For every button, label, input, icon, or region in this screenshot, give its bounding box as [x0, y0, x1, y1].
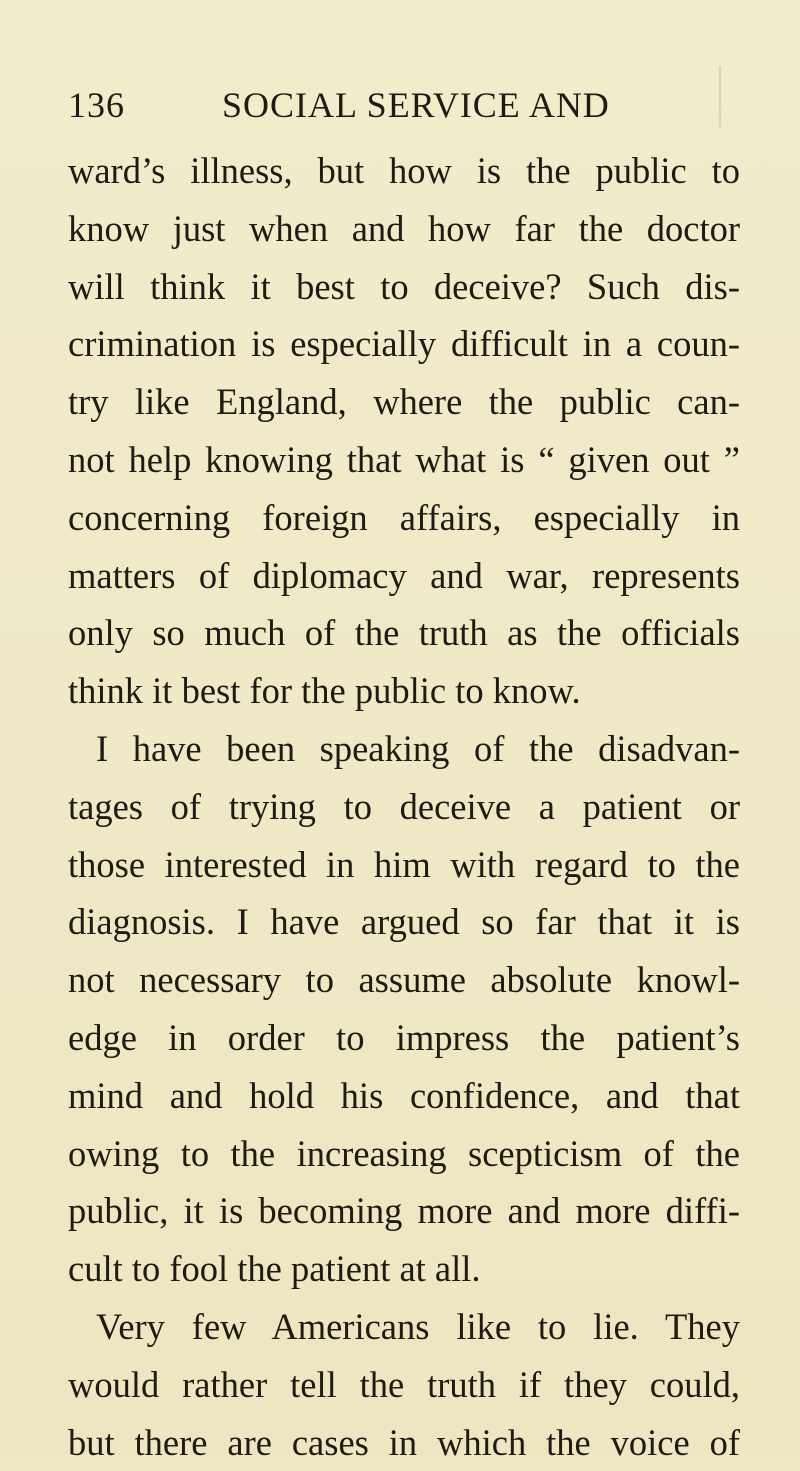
text-line: but there are cases in which the voice of — [68, 1421, 740, 1463]
text-line: think it best for the public to know. — [68, 670, 581, 712]
text-line: I have been speaking of the disadvan- — [96, 727, 740, 769]
text-line: not help knowing that what is “ given out ” — [68, 438, 740, 480]
text-line: tages of trying to deceive a patient or — [68, 785, 740, 827]
text-line: Very few Americans like to lie. They — [96, 1305, 740, 1347]
text-line: mind and hold his confidence, and that — [68, 1074, 740, 1116]
text-line: public, it is becoming more and more diffi- — [68, 1190, 740, 1232]
text-line: would rather tell the truth if they could, — [68, 1363, 740, 1405]
text-line: cult to fool the patient at all. — [68, 1248, 481, 1290]
text-line: know just when and how far the doctor — [68, 207, 740, 249]
text-line: try like England, where the public can- — [68, 381, 740, 423]
page-header — [68, 84, 738, 132]
text-line: edge in order to impress the patient’s — [68, 1016, 740, 1058]
text-line: diagnosis. I have argued so far that it is — [68, 901, 740, 943]
text-line: those interested in him with regard to the — [68, 843, 740, 885]
text-line: not necessary to assume absolute knowl- — [68, 959, 740, 1001]
text-line: owing to the increasing scepticism of the — [68, 1132, 740, 1174]
text-line: only so much of the truth as the officials — [68, 612, 740, 654]
text-line: matters of diplomacy and war, represents — [68, 554, 740, 596]
text-line: concerning foreign affairs, especially in — [68, 496, 740, 538]
text-line: ward’s illness, but how is the public to — [68, 150, 740, 191]
text-line: will think it best to deceive? Such dis- — [68, 265, 740, 307]
body-text — [68, 142, 740, 1471]
running-head: SOCIAL SERVICE AND — [222, 85, 610, 125]
page-number: 136 — [68, 85, 125, 125]
text-line: crimination is especially difficult in a coun- — [68, 323, 740, 365]
